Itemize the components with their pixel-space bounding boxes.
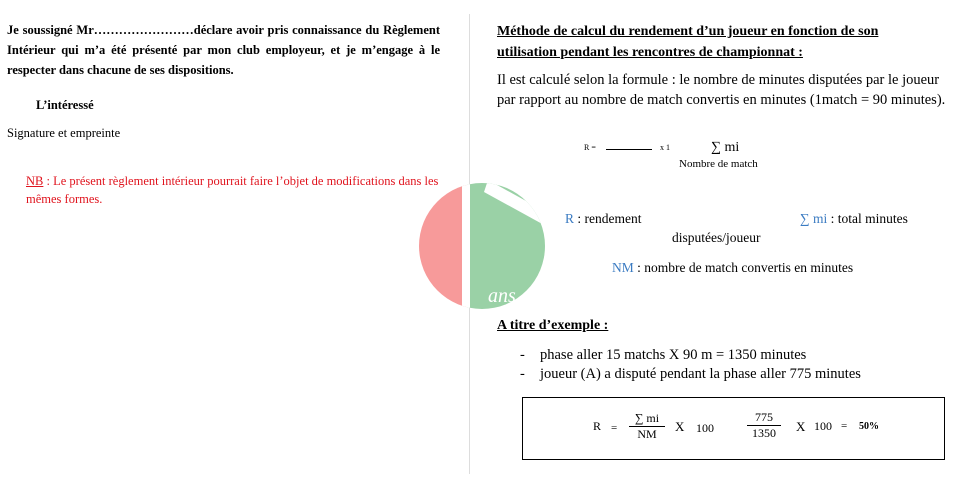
watermark-logo xyxy=(418,180,546,312)
legend-mi-symbol: ∑ mi xyxy=(800,211,828,226)
watermark-text: ans xyxy=(488,285,516,307)
example-title: A titre d’exemple : xyxy=(497,318,609,333)
nb-note xyxy=(26,172,446,208)
box-frac2 xyxy=(747,410,781,441)
box-den1: NM xyxy=(637,427,657,441)
box-x2: X xyxy=(796,419,806,434)
declaration-text: Je soussigné Mr……………………déclare avoir pris connaissance du Règlement Intérieur qui m’a été présenté par mon club employeur, et je m’engage à le respecter dans chacune de ses dispositions. xyxy=(7,23,440,77)
formula-line xyxy=(606,149,652,150)
legend-nm-text: : nombre de match convertis en minutes xyxy=(633,260,854,275)
method-title: Méthode de calcul du rendement d’un joueur en fonction de son utilisation pendant les rencontres de championnat : xyxy=(497,24,879,60)
box-x1: X xyxy=(675,419,685,434)
nb-label: NB xyxy=(26,174,44,188)
example-formula-box xyxy=(522,397,945,460)
legend-mi-cont: disputées/joueur xyxy=(672,230,761,245)
interesse-label: L’intéressé xyxy=(36,98,94,112)
formula-sum: ∑ mi xyxy=(711,140,740,155)
legend-r xyxy=(565,211,642,227)
legend-nm xyxy=(612,260,853,276)
legend-mi-text: : total minutes xyxy=(827,211,908,226)
legend-r-symbol: R xyxy=(565,211,575,226)
bullet-item: - phase aller 15 matchs X 90 m = 1350 minutes xyxy=(520,347,807,363)
box-frac1 xyxy=(629,411,665,442)
box-r: R xyxy=(593,419,602,433)
nb-text: : Le présent règlement intérieur pourrait faire l’objet de modifications dans les mêmes formes. xyxy=(26,174,439,206)
method-intro: Il est calculé selon la formule : le nombre de minutes disputées par le joueur par rapport au nombre de match convertis en minutes (1match = 90 minutes). xyxy=(497,72,946,108)
bullet-item: - joueur (A) a disputé pendant la phase aller 775 minutes xyxy=(520,366,861,382)
box-100b: 100 xyxy=(814,419,832,433)
legend-r-text: : rendement xyxy=(574,211,642,226)
box-eq1: = xyxy=(611,422,618,434)
legend-nm-symbol: NM xyxy=(612,260,634,275)
example-bullets xyxy=(520,346,861,384)
formula-x1: x 1 xyxy=(660,143,670,152)
formula-denominator: Nombre de match xyxy=(679,158,758,170)
box-100a: 100 xyxy=(696,421,714,435)
box-result: 50% xyxy=(859,421,879,432)
legend-mi xyxy=(800,211,908,227)
box-den2: 1350 xyxy=(752,426,776,440)
box-num1: ∑ mi xyxy=(629,411,665,427)
signature-label: Signature et empreinte xyxy=(7,126,121,140)
formula-left: R = xyxy=(584,143,596,152)
box-num2: 775 xyxy=(747,410,781,426)
box-eq2: = xyxy=(841,420,848,432)
